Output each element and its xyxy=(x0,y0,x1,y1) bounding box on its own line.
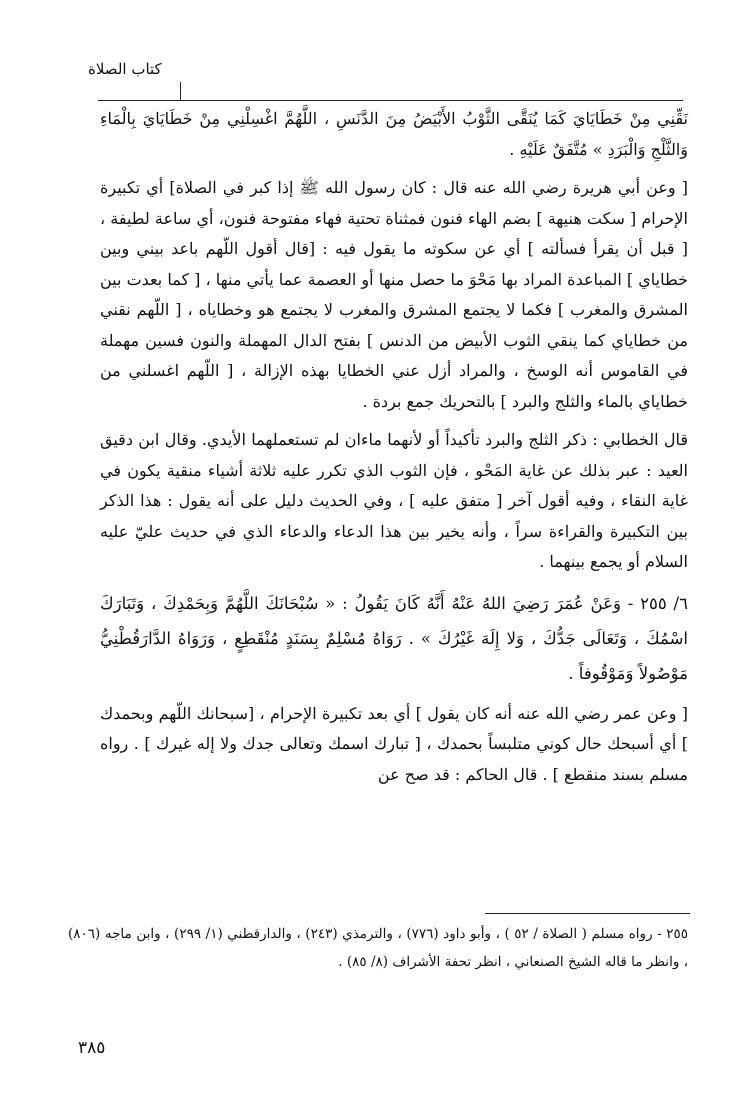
paragraph-commentary-2: قال الخطابي : ذكر الثلج والبرد تأكيداً أو لأنهما ماءان لم تستعملهما الأيدي. وقال ابن دقيق العيد : عبر بذلك عن غاية المَحْو ، فإن الثوب الذي تكرر عليه ثلاثة أشياء منقية يكون في غاية النقاء ، وفيه أقول آخر [ متفق عليه ] ، وفي الحديث دليل على أنه يقول : هذا الذكر بين التكبيرة والقراءة سراً ، وأنه يخير بين هذا الدعاء والدعاء الذي في حديث عليّ عليه السلام أو يجمع بينهما . xyxy=(100,430,688,571)
main-text xyxy=(100,104,688,798)
header-rule xyxy=(98,100,683,101)
paragraph-hadith-255: ٦/ ٢٥٥ - وَعَنْ عُمَرَ رَضِيَ اللهُ عَنْهُ أَنَّهُ كَانَ يَقُولُ : « سُبْحَانَكَ اللَّهُمَّ وَبِحَمْدِكَ ، وَتَبَارَكَ اسْمُكَ ، وَتَعَالَى جَدُّكَ ، وَلا إِلَهَ غَيْرُكَ » . رَوَاهُ مُسْلِمٌ بِسَنَدٍ مُنْقَطِعٍ ، وَرَوَاهُ الدَّارَقُطْنِيُّ مَوْصُولاً وَمَوْقُوفاً . xyxy=(100,593,688,683)
footnote-255: ٢٥٥ - رواه مسلم ( الصلاة / ٥٢ ) ، وأبو داود (٧٧٦) ، والترمذي (٢٤٣) ، والدارقطني (١/ ٢٩٩) ، وابن ماجه (٨٠٦) ، وانظر ما قاله الشيخ الصنعاني ، انظر تحفة الأشراف (٨/ ٨٥) . xyxy=(68,926,688,970)
paragraph-commentary-3: [ وعن عمر رضي الله عنه أنه كان يقول ] أي بعد تكبيرة الإحرام ، [سبحانك اللّهم وبحمدك ] أي أسبحك حال كوني متلبساً بحمدك ، [ تبارك اسمك وتعالى جدك ولا إله غيرك ] . رواه مسلم بسند منقطع ] . قال الحاكم : قد صح عن xyxy=(100,703,689,784)
running-header-title: كتاب الصلاة xyxy=(88,60,162,78)
paragraph-commentary-1: [ وعن أبي هريرة رضي الله عنه قال : كان رسول الله ﷺ إذا كبر في الصلاة] أي تكبيرة الإحرام [ سكت هنيهة ] بضم الهاء فنون فمثناة تحتية فهاء مفتوحة فنون، أي ساعة لطيفة ، [ قبل أن يقرأ فسألته ] أي عن سكوته ما يقول فيه : [قال أقول اللّهم باعد بيني وبين خطاياي ] المباعدة المراد بها مَحْوَ ما حصل منها أو العصمة عما يأتي منها ، [ كما بعدت بين المشرق والمغرب ] فكما لا يجتمع المشرق والمغرب لا يجتمع هو وخطاياه ، [ اللّهم نقني من خطاياي كما ينقي الثوب الأبيض من الدنس ] بفتح الدال المهملة والنون فسين مهملة في القاموس أنه الوسخ ، والمراد أزل عني الخطايا بهذه الإزالة ، [ اللّهم اغسلني من خطاياي بالماء والثلج والبرد ] بالتحريك جمع بردة . xyxy=(100,178,689,411)
page-number: ٣٨٥ xyxy=(78,1038,106,1058)
header-divider-tick xyxy=(180,82,181,100)
footnotes xyxy=(68,920,688,976)
footnote-rule xyxy=(485,913,690,914)
paragraph-hadith-end: نَقِّنِي مِنْ خَطَايَايَ كَمَا يُنَقَّى الثَّوْبُ الأَبْيَضُ مِنَ الدَّنَسِ ، اللَّهُمَّ اغْسِلْنِي مِنْ خَطَايَايَ بِالْمَاءِ وَالثَّلْجِ وَالْبَرَدِ » مُتَّفَقٌ عَلَيْهِ . xyxy=(100,109,688,159)
